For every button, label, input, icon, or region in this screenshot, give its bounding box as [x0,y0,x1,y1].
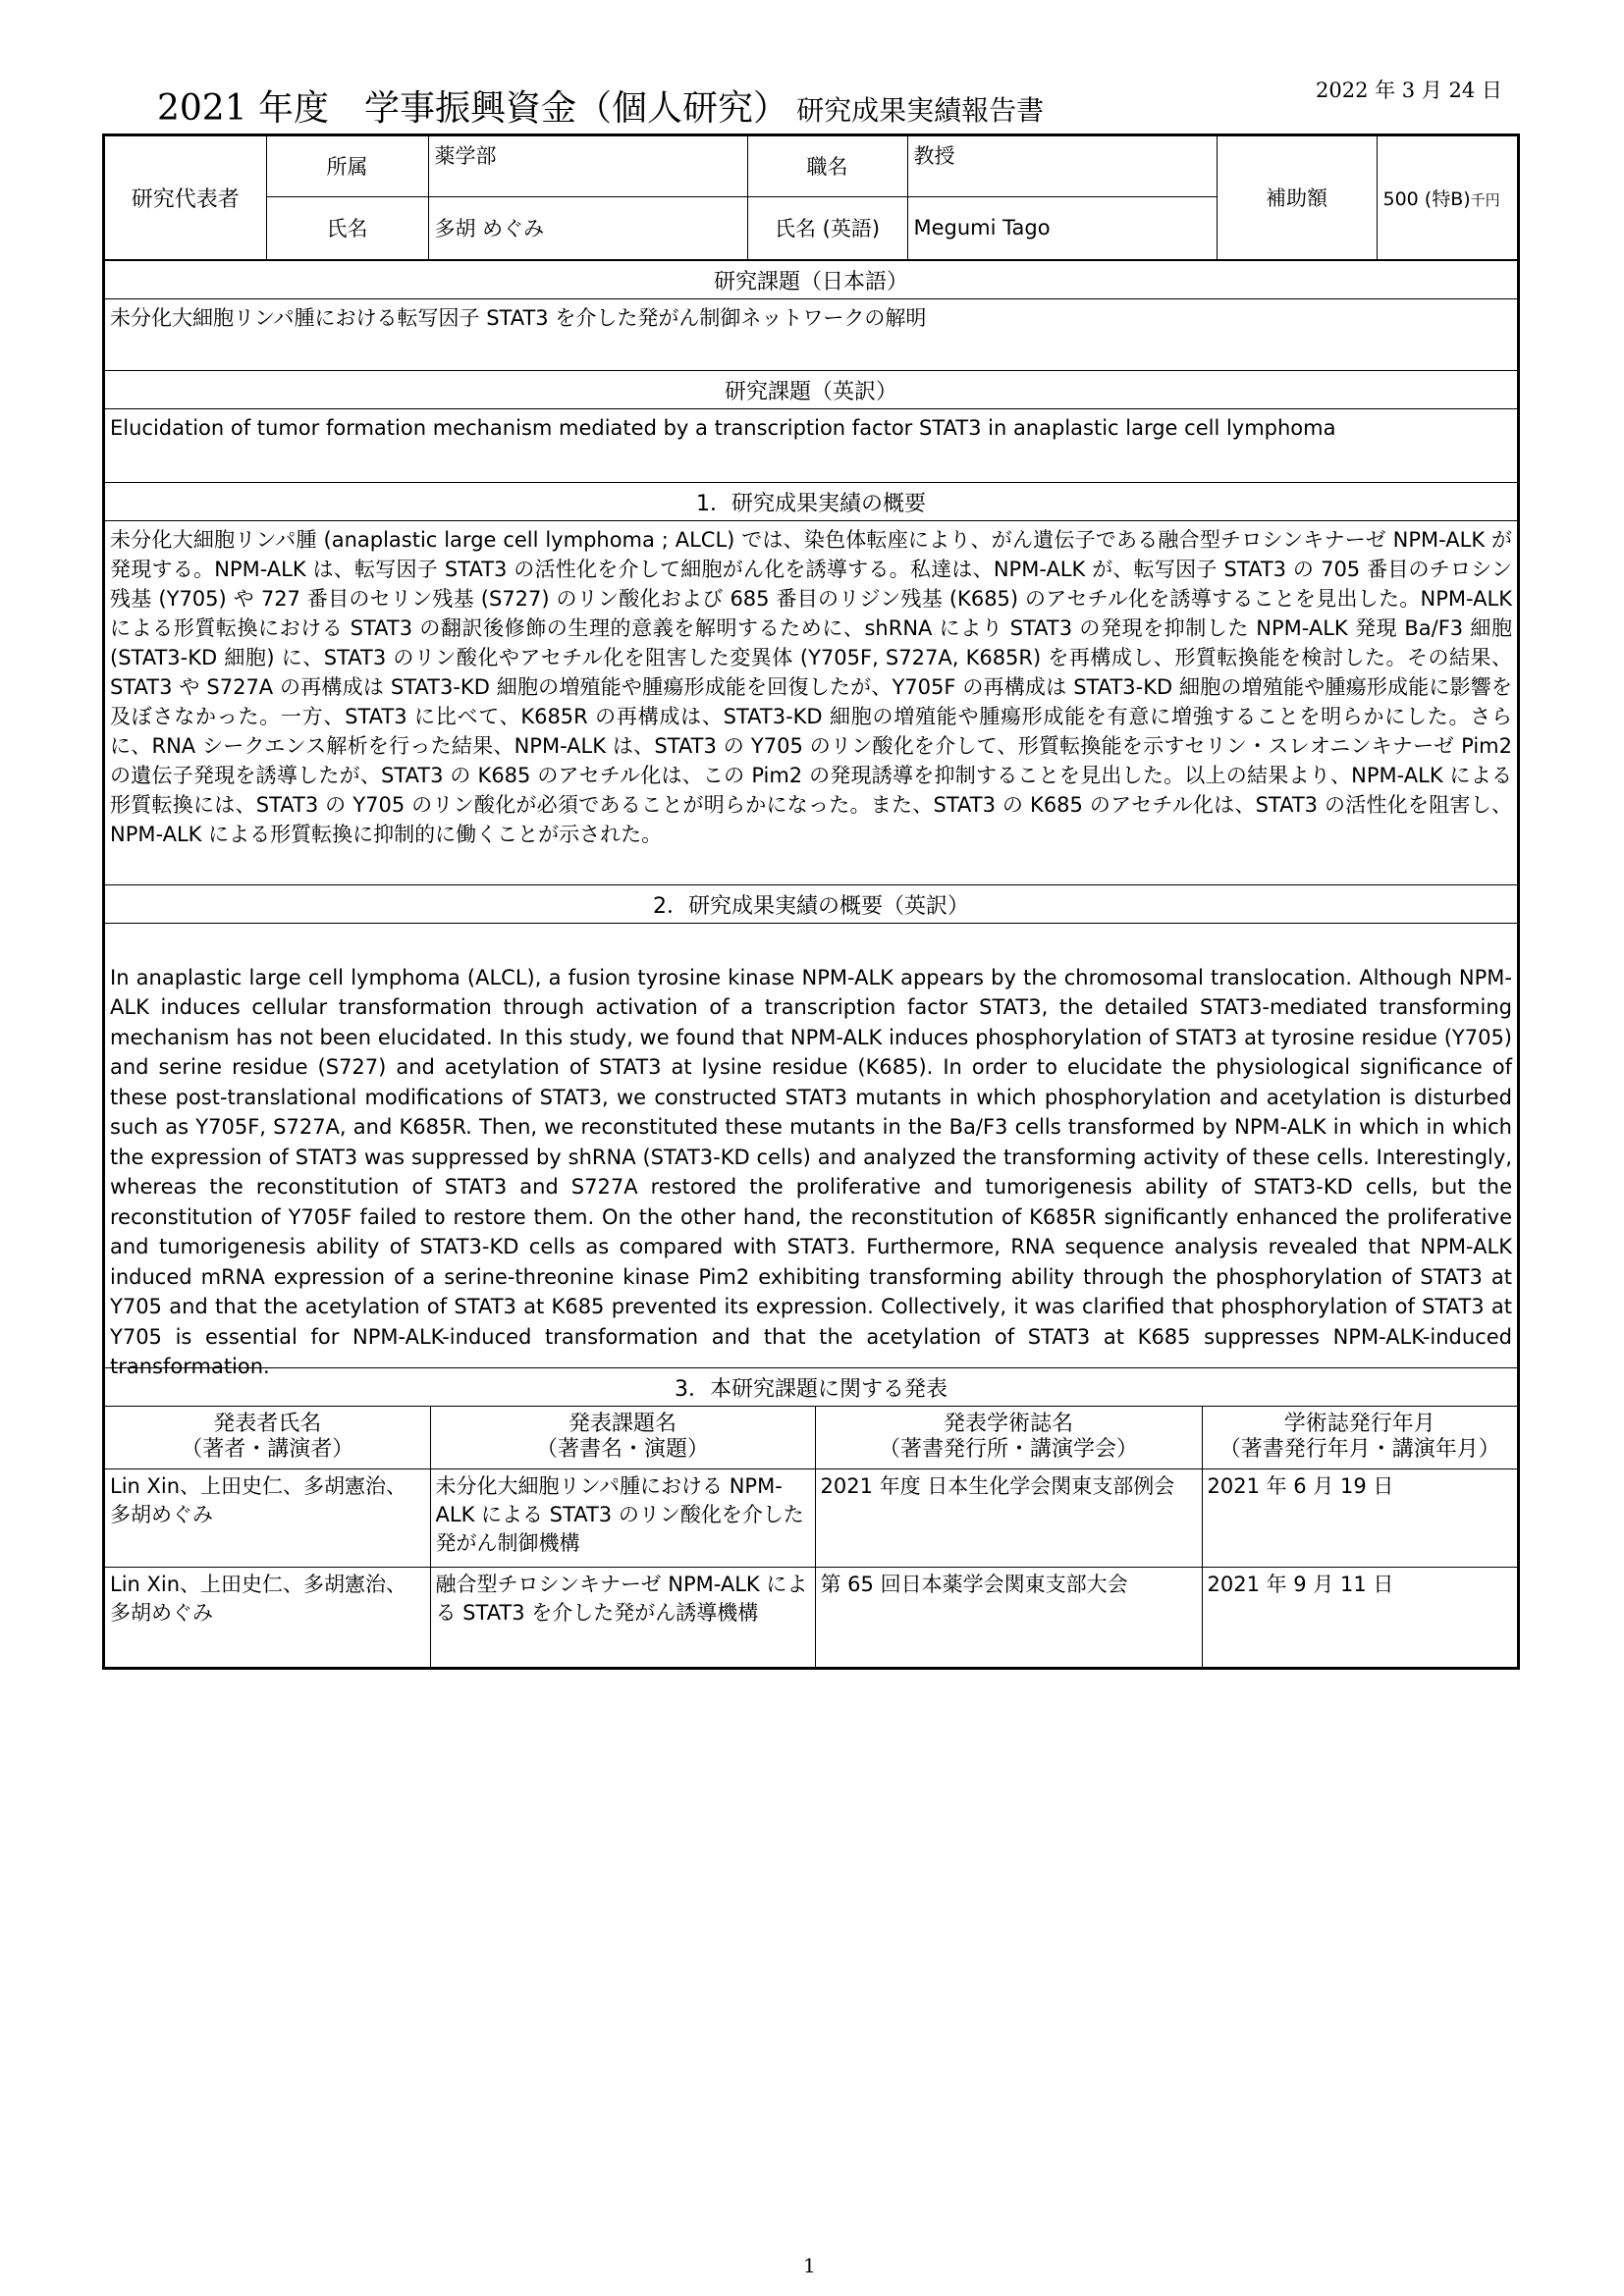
position-value: 教授 [907,136,1217,196]
col-header-title: 発表課題名 （著書名・演題） [430,1407,815,1469]
grant-label: 補助額 [1217,136,1377,259]
pub-authors: Lin Xin、上田史仁、多胡憲治、多胡めぐみ [105,1568,430,1667]
col-header-venue: 発表学術誌名 （著書発行所・講演学会） [815,1407,1202,1469]
grant-amount-cell [1377,136,1517,259]
pub-title: 融合型チロシンキナーゼ NPM-ALK による STAT3 を介した発がん誘導機構 [430,1568,815,1667]
pub-title: 未分化大細胞リンパ腫における NPM-ALK による STAT3 のリン酸化を介した 発がん制御機構 [430,1469,815,1568]
grant-amount: 500 (特B) [1382,187,1471,210]
title-main: 2021 年度 学事振興資金（個人研究） [157,88,789,129]
position-label: 職名 [747,136,907,196]
summary-en-heading: 2．研究成果実績の概要（英訳） [105,884,1517,924]
affiliation-label: 所属 [266,136,428,196]
report-form [102,133,1520,1670]
pub-authors: Lin Xin、上田史仁、多胡憲治、多胡めぐみ [105,1469,430,1568]
pub-venue: 第 65 回日本薬学会関東支部大会 [815,1568,1202,1667]
title-en-heading: 研究課題（英訳） [105,370,1517,409]
title-jp-text: 未分化大細胞リンパ腫における転写因子 STAT3 を介した発がん制御ネットワークの解明 [110,305,927,330]
pub-date: 2021 年 9 月 11 日 [1202,1568,1517,1667]
publications-table [105,1407,1517,1667]
pub-venue: 2021 年度 日本生化学会関東支部例会 [815,1469,1202,1568]
name-en-label: 氏名 (英語) [747,196,907,259]
grant-unit: 千円 [1470,190,1500,209]
col-header-authors: 発表者氏名 （著者・講演者） [105,1407,430,1469]
report-date: 2022 年 3 月 24 日 [1316,79,1502,102]
table-row [105,1469,1517,1568]
summary-jp-heading: 1．研究成果実績の概要 [105,482,1517,521]
affiliation-value: 薬学部 [428,136,747,196]
title-en-text: Elucidation of tumor formation mechanism mediated by a transcription factor STAT3 in anaplastic large cell lymphoma [110,415,1336,440]
summary-jp-text: 未分化大細胞リンパ腫 (anaplastic large cell lymphoma ; ALCL) では、染色体転座により、がん遺伝子である融合型チロシンキナーゼ NPM-ALK が発現する。NPM-ALK は、転写因子 STAT3 の活性化を介して細胞がん化を誘導する。私達は、NPM-ALK が、転写因子 STAT3 の 705 番目のチロシン残基 (Y705) や 727 番目のセリン残基 (S727) のリン酸化および 685 番目のリジン残基 (K685) のアセチル化を誘導することを見出した。NPM-ALK による形質転換における STAT3 の翻訳後修飾の生理的意義を解明するために、shRNA により STAT3 の発現を抑制した NPM-ALK 発現 Ba/F3 細胞 (STAT3-KD 細胞) に、STAT3 のリン酸化やアセチル化を阻害した変異体 (Y705F, S727A, K685R) を再構成し、形質転換能を検討した。その結果、STAT3 や S727A の再構成は STAT3-KD 細胞の増殖能や腫瘍形成能を回復したが、Y705F の再構成は STAT3-KD 細胞の増殖能や腫瘍形成能に影響を及ぼさなかった。一方、STAT3 に比べて、K685R の再構成は、STAT3-KD 細胞の増殖能や腫瘍形成能を有意に増強することを明らかにした。さらに、RNA シークエンス解析を行った結果、NPM-ALK は、STAT3 の Y705 のリン酸化を介して、形質転換能を示すセリン・スレオニンキナーゼ Pim2 の遺伝子発現を誘導したが、STAT3 の K685 のアセチル化は、この Pim2 の発現誘導を抑制することを見出した。以上の結果より、NPM-ALK による形質転換には、STAT3 の Y705 のリン酸化が必須であることが明らかになった。また、STAT3 の K685 のアセチル化は、STAT3 の活性化を阻害し、NPM-ALK による形質転換に抑制的に働くことが示された。 [110,527,1513,846]
publications-heading: 3．本研究課題に関する発表 [105,1367,1517,1407]
summary-en-text: In anaplastic large cell lymphoma (ALCL), a fusion tyrosine kinase NPM-ALK appears by the chromosomal translocation. Although NPM-ALK induces cellular transformation through activation of a transcription factor STAT3, the detailed STAT3-mediated transforming mechanism has not been elucidated. In this study, we found that NPM-ALK induces phosphorylation of STAT3 at tyrosine residue (Y705) and serine residue (S727) and acetylation of STAT3 at lysine residue (K685). In order to elucidate the physiological significance of these post-translational modifications of STAT3, we constructed STAT3 mutants in which phosphorylation and acetylation is disturbed such as Y705F, S727A, and K685R. Then, we reconstituted these mutants in the Ba/F3 cells transformed by NPM-ALK in which in which the expression of STAT3 was suppressed by shRNA (STAT3-KD cells) and analyzed the transforming activity of these cells. Interestingly, whereas the reconstitution of STAT3 and S727A restored the proliferative and tumorigenesis ability of STAT3-KD cells, but the reconstitution of Y705F failed to restore them. On the other hand, the reconstitution of K685R significantly enhanced the proliferative and tumorigenesis ability of STAT3-KD cells as compared with STAT3. Furthermore, RNA sequence analysis revealed that NPM-ALK induced mRNA expression of a serine-threonine kinase Pim2 exhibiting transforming ability through the phosphorylation of STAT3 at Y705 and that the acetylation of STAT3 at K685 prevented its expression. Collectively, it was clarified that phosphorylation of STAT3 at Y705 is essential for NPM-ALK-induced transformation and that the acetylation of STAT3 at K685 suppresses NPM-ALK-induced transformation. [110,965,1512,1378]
page-number: 1 [803,2254,816,2277]
name-en-value: Megumi Tago [907,196,1217,259]
title-jp-heading: 研究課題（日本語） [105,260,1517,299]
name-value: 多胡 めぐみ [428,196,747,259]
title-sub: 研究成果実績報告書 [796,94,1045,127]
representative-label: 研究代表者 [105,136,266,259]
info-table [105,136,1517,260]
name-label: 氏名 [266,196,428,259]
document-title [157,80,1044,131]
table-row [105,1568,1517,1667]
pub-date: 2021 年 6 月 19 日 [1202,1469,1517,1568]
col-header-date: 学術誌発行年月 （著書発行年月・講演年月） [1202,1407,1517,1469]
